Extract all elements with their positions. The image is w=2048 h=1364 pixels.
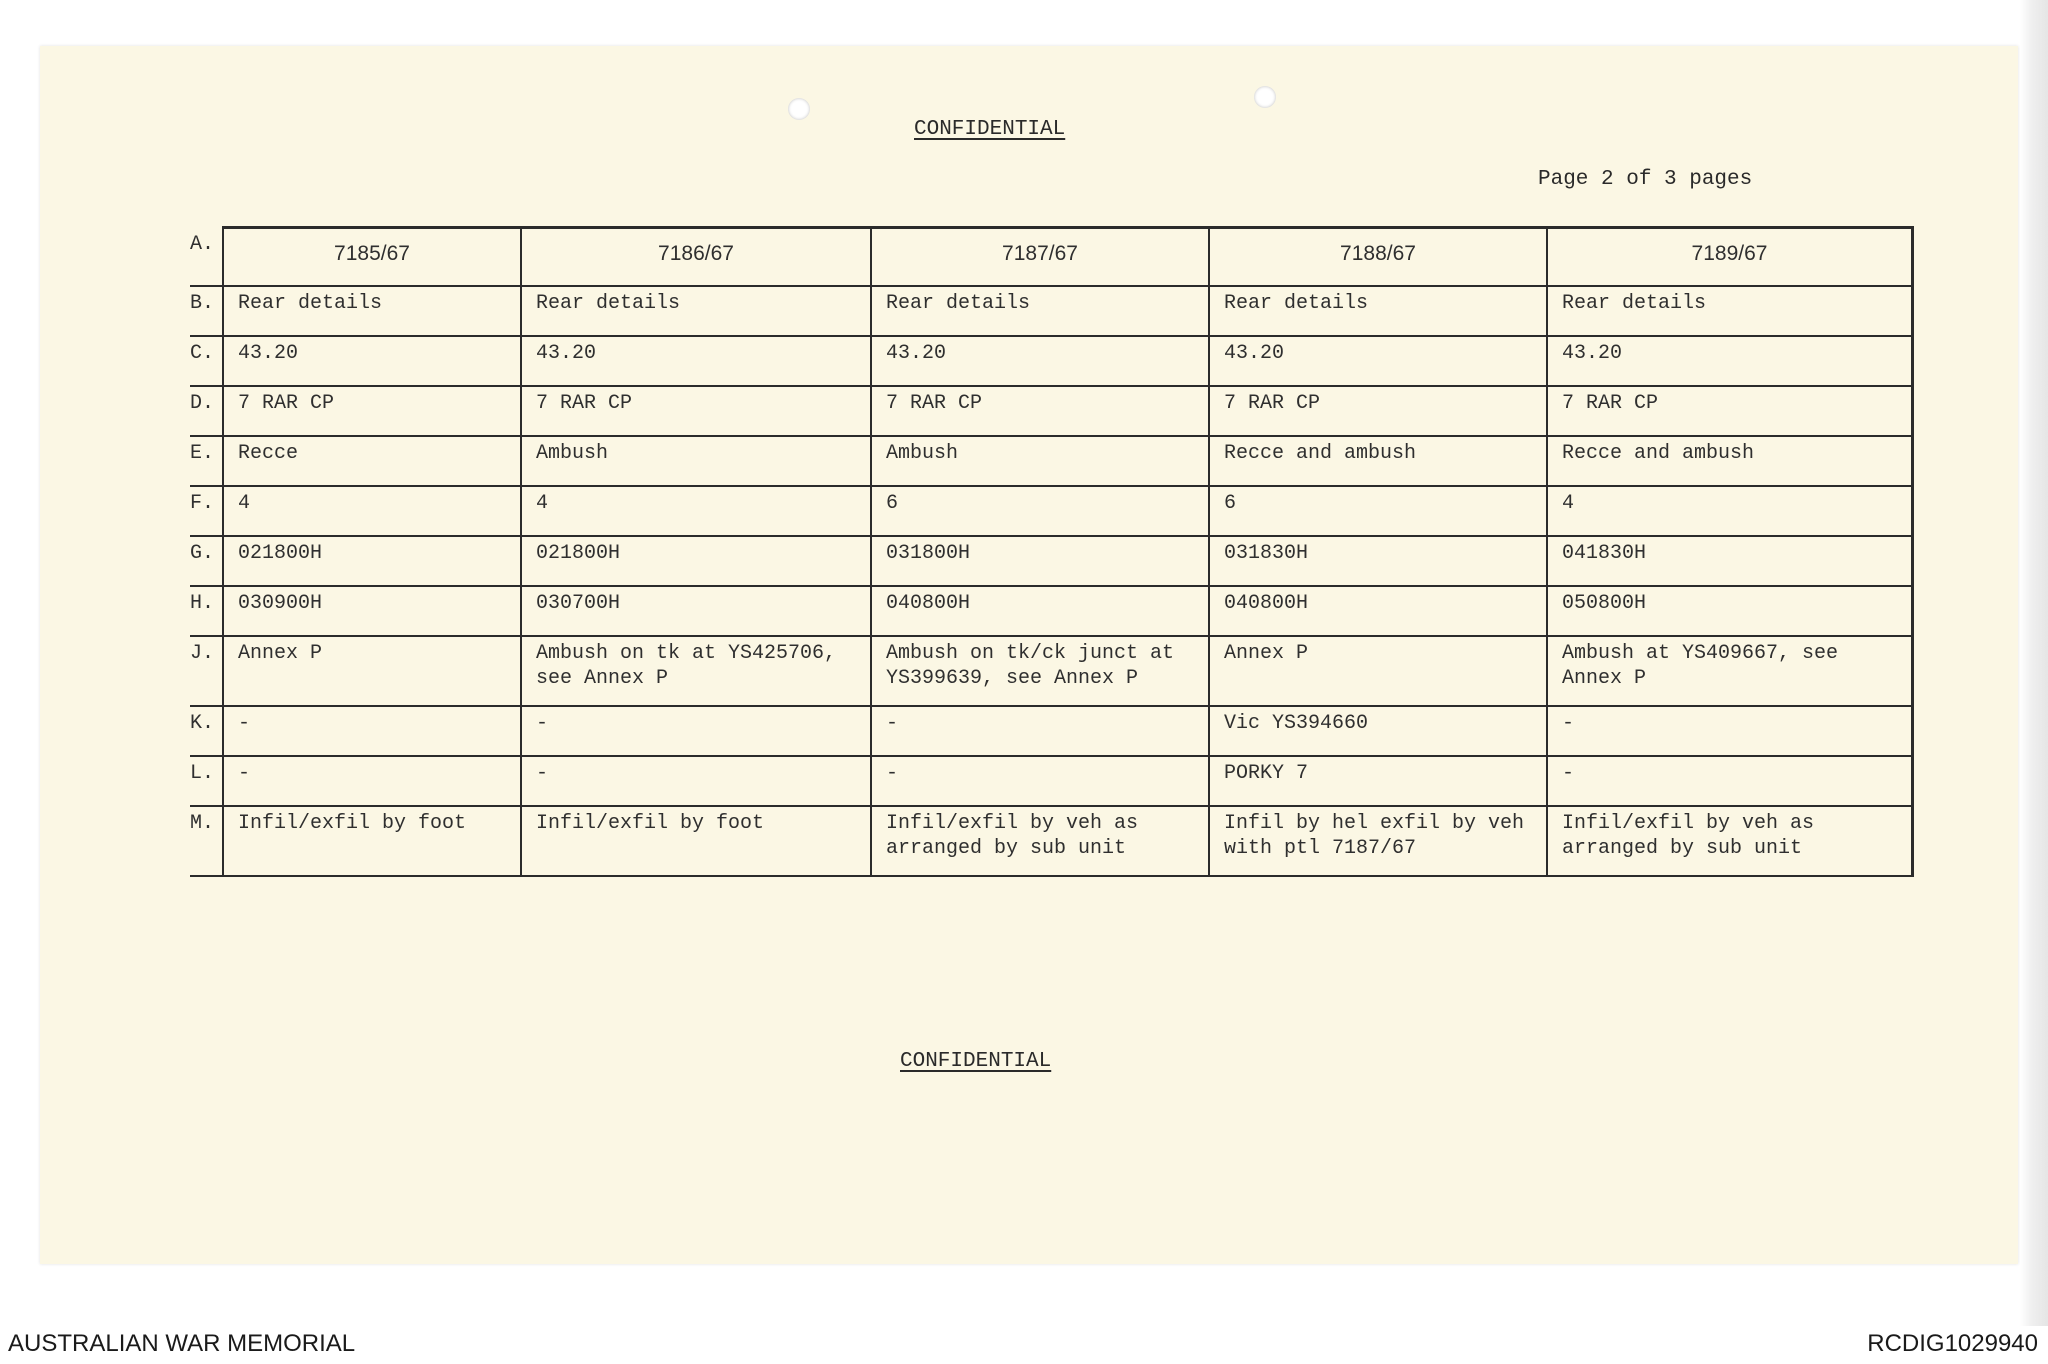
row-key: J. (190, 636, 223, 706)
table-row (190, 436, 1913, 486)
row-key: B. (190, 286, 223, 336)
table-cell: Infil/exfil by veh as arranged by sub unit (1547, 806, 1913, 876)
table-cell: 4 (521, 486, 871, 536)
table-cell: 7 RAR CP (1209, 386, 1547, 436)
table-cell: 7 RAR CP (521, 386, 871, 436)
column-header: 7185/67 (223, 228, 521, 287)
table-cell: - (1547, 706, 1913, 756)
table-cell: PORKY 7 (1209, 756, 1547, 806)
archive-record-id: RCDIG1029940 (1867, 1330, 2038, 1357)
table-cell: 050800H (1547, 586, 1913, 636)
table-row (190, 286, 1913, 336)
table-cell: 43.20 (1547, 336, 1913, 386)
header-classification: CONFIDENTIAL (914, 118, 1066, 141)
table-cell: Rear details (871, 286, 1209, 336)
table-cell: Recce (223, 436, 521, 486)
table-cell: Ambush on tk at YS425706, see Annex P (521, 636, 871, 706)
archive-institution: AUSTRALIAN WAR MEMORIAL (8, 1330, 356, 1357)
table-cell: 6 (1209, 486, 1547, 536)
table-cell: 6 (871, 486, 1209, 536)
table-cell: - (1547, 756, 1913, 806)
table-cell: Infil by hel exfil by veh with ptl 7187/67 (1209, 806, 1547, 876)
page-number: Page 2 of 3 pages (1538, 168, 1753, 191)
table-cell: Rear details (1547, 286, 1913, 336)
punch-hole-left (788, 98, 810, 120)
table-row (190, 386, 1913, 436)
table-cell: Infil/exfil by veh as arranged by sub unit (871, 806, 1209, 876)
table-cell: 041830H (1547, 536, 1913, 586)
table-cell: Annex P (1209, 636, 1547, 706)
row-key: D. (190, 386, 223, 436)
table-row (190, 486, 1913, 536)
punch-hole-right (1254, 86, 1276, 108)
table-cell: Ambush on tk/ck junct at YS399639, see Annex P (871, 636, 1209, 706)
table-cell: - (871, 706, 1209, 756)
table-row (190, 636, 1913, 706)
footer-classification: CONFIDENTIAL (900, 1050, 1052, 1073)
table-cell: 43.20 (521, 336, 871, 386)
table-cell: 031800H (871, 536, 1209, 586)
page-edge (2020, 0, 2048, 1330)
table-cell: - (521, 706, 871, 756)
table-cell: 021800H (521, 536, 871, 586)
column-header: 7187/67 (871, 228, 1209, 287)
table-cell: Ambush (871, 436, 1209, 486)
table-cell: Recce and ambush (1209, 436, 1547, 486)
table-row (190, 536, 1913, 586)
table-row (190, 756, 1913, 806)
table-cell: 7 RAR CP (1547, 386, 1913, 436)
table-cell: 040800H (871, 586, 1209, 636)
table-header-row (190, 228, 1913, 287)
table-cell: Rear details (223, 286, 521, 336)
table-cell: Recce and ambush (1547, 436, 1913, 486)
table-cell: - (223, 706, 521, 756)
table-cell: Annex P (223, 636, 521, 706)
table-cell: 031830H (1209, 536, 1547, 586)
column-header: 7186/67 (521, 228, 871, 287)
table-cell: 43.20 (223, 336, 521, 386)
table-cell: Rear details (1209, 286, 1547, 336)
table-cell: 030700H (521, 586, 871, 636)
table-cell: Vic YS394660 (1209, 706, 1547, 756)
row-key: H. (190, 586, 223, 636)
table-cell: Infil/exfil by foot (521, 806, 871, 876)
table-row (190, 336, 1913, 386)
row-key: G. (190, 536, 223, 586)
row-key: A. (190, 228, 223, 287)
table-cell: Rear details (521, 286, 871, 336)
row-key: C. (190, 336, 223, 386)
table-row (190, 706, 1913, 756)
table-cell: 43.20 (1209, 336, 1547, 386)
table-cell: - (871, 756, 1209, 806)
table-cell: 43.20 (871, 336, 1209, 386)
table-cell: - (223, 756, 521, 806)
table-cell: 7 RAR CP (223, 386, 521, 436)
row-key: L. (190, 756, 223, 806)
table-cell: 4 (223, 486, 521, 536)
table-cell: Infil/exfil by foot (223, 806, 521, 876)
row-key: F. (190, 486, 223, 536)
row-key: E. (190, 436, 223, 486)
table-row (190, 806, 1913, 876)
column-header: 7188/67 (1209, 228, 1547, 287)
table-cell: 030900H (223, 586, 521, 636)
row-key: M. (190, 806, 223, 876)
column-header: 7189/67 (1547, 228, 1913, 287)
table-cell: 7 RAR CP (871, 386, 1209, 436)
table-cell: 040800H (1209, 586, 1547, 636)
patrol-table (190, 226, 1914, 877)
table-cell: 021800H (223, 536, 521, 586)
row-key: K. (190, 706, 223, 756)
table-cell: 4 (1547, 486, 1913, 536)
table-cell: Ambush at YS409667, see Annex P (1547, 636, 1913, 706)
table-cell: - (521, 756, 871, 806)
table-cell: Ambush (521, 436, 871, 486)
table-row (190, 586, 1913, 636)
